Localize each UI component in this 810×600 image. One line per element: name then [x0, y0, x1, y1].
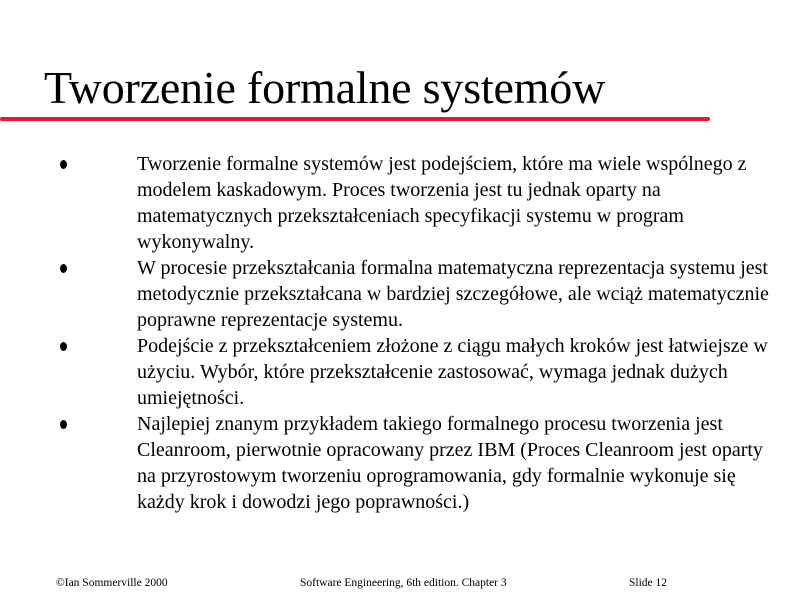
- bullet-item: [60, 333, 780, 411]
- bullet-item: [60, 255, 780, 333]
- footer-copyright: ©Ian Sommerville 2000: [56, 577, 168, 589]
- bullet-text: Podejście z przekształceniem złożone z ciągu małych kroków jest łatwiejsze w użyciu. Wybór, które przekształcenie zastosować, wymaga jednak dużych umiejętności.: [137, 335, 768, 409]
- bullet-item: [60, 411, 780, 515]
- footer-slide-number: Slide 12: [629, 577, 668, 589]
- bullet-dot-icon: [60, 342, 67, 351]
- bullet-item: [60, 151, 780, 255]
- bullet-text: Tworzenie formalne systemów jest podejściem, które ma wiele wspólnego z modelem kaskadowym. Proces tworzenia jest tu jednak oparty na matematycznych przekształceniach specyfikacji systemu w program wykonywalny.: [137, 153, 747, 253]
- bullet-text: Najlepiej znanym przykładem takiego formalnego procesu tworzenia jest Cleanroom, pierwotnie opracowany przez IBM (Proces Cleanroom jest oparty na przyrostowym tworzeniu oprogramowania, gdy formalnie wykonuje się każdy krok i dowodzi jego poprawności.): [137, 413, 763, 513]
- bullet-dot-icon: [60, 420, 67, 429]
- slide-title: Tworzenie formalne systemów: [44, 62, 606, 113]
- footer-book-title: Software Engineering, 6th edition. Chapter 3: [300, 577, 507, 589]
- bullet-text: W procesie przekształcania formalna matematyczna reprezentacja systemu jest metodycznie przekształcana w bardziej szczegółowe, ale wciąż matematycznie poprawne reprezentacje systemu.: [137, 257, 769, 331]
- title-underline: [0, 117, 710, 121]
- bullet-dot-icon: [60, 264, 67, 273]
- bullet-dot-icon: [60, 160, 67, 169]
- bullet-list: [60, 151, 780, 515]
